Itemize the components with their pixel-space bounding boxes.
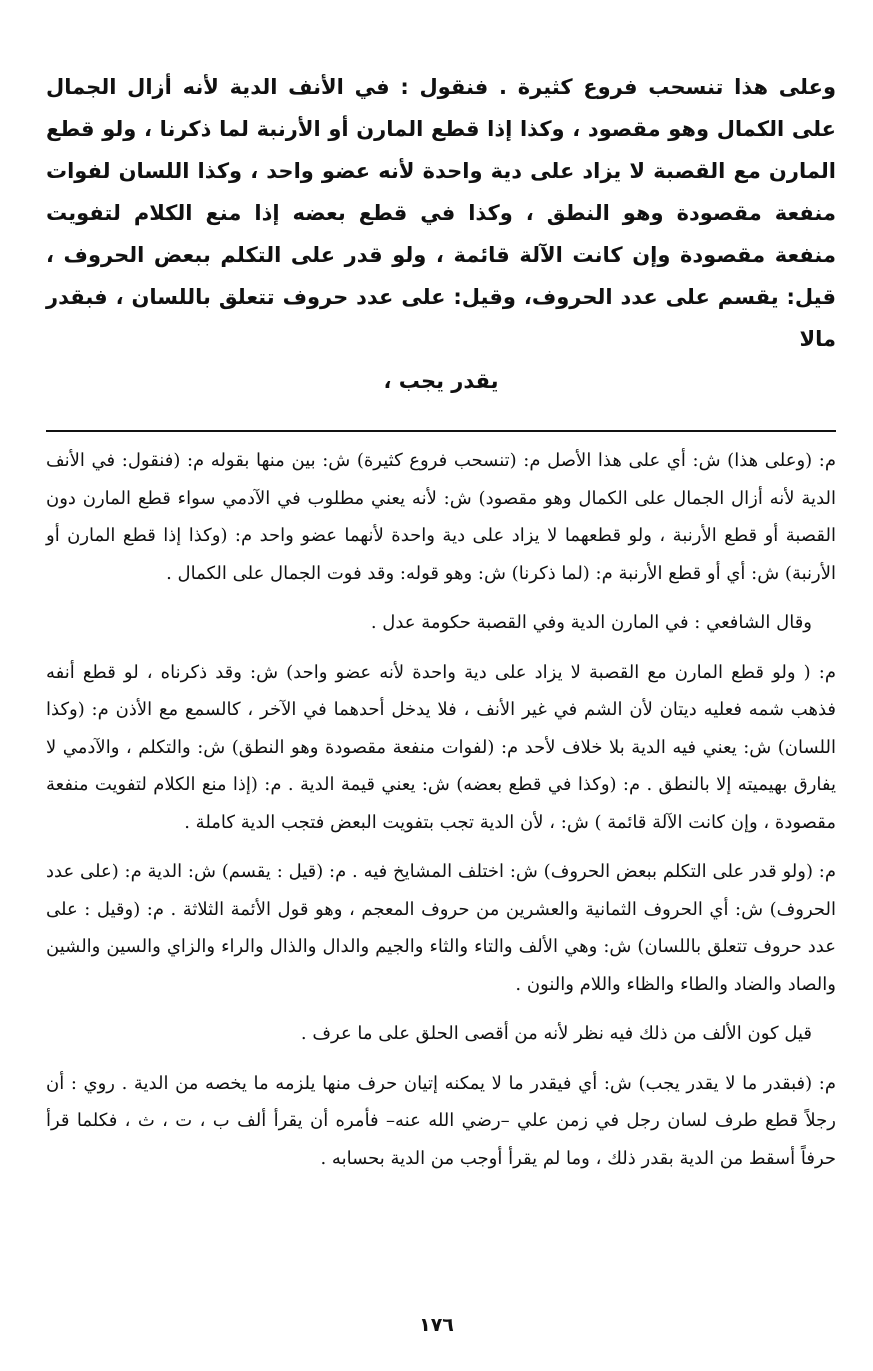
commentary-paragraph: م: (ولو قدر على التكلم ببعض الحروف) ش: اختلف المشايخ فيه . م: (قيل : يقسم) ش: الدية م: (على عدد الحروف) ش: أي الحروف الثمانية والعشرين من حروف المعجم ، وهو قول الأئمة الثلاثة . م: (وقيل : على عدد حروف تتعلق باللسان) ش: وهي الألف والتاء والثاء والجيم والدال والذال والراء والزاي والسين والشين والصاد والضاد والطاء والظاء واللام والنون . [46,861,837,995]
commentary-paragraph: م: (وعلى هذا) ش: أي على هذا الأصل م: (تنسحب فروع كثيرة) ش: بين منها بقوله م: (فنقول: في الأنف الدية لأنه أزال الجمال على الكمال وهو مقصود) ش: لأنه يعني مطلوب في الآدمي سواء قطع المارن دون القصبة أو قطع الأرنبة ، ولو قطعهما لا يزاد على دية واحدة لأنهما عضو واحد م: (وكذا إذا قطع المارن أو الأرنبة) ش: أي أو قطع الأرنبة م: (لما ذكرنا) ش: وهو قوله: وقد فوت الجمال على الكمال . [46,450,836,584]
commentary-paragraph: وقال الشافعي : في المارن الدية وفي القصبة حكومة عدل . [370,612,812,633]
main-text-body: وعلى هذا تنسحب فروع كثيرة . فنقول : في الأنف الدية لأنه أزال الجمال على الكمال وهو مقصود ، وكذا إذا قطع المارن أو الأرنبة لما ذكرنا ، ولو قطع المارن مع القصبة لا يزاد على دية واحدة لأنه عضو واحد ، وكذا اللسان لفوات منفعة مقصودة وهو النطق ، وكذا في قطع بعضه إذا منع الكلام لتفويت منفعة مقصودة وإن كانت الآلة قائمة ، ولو قدر على التكلم ببعض الحروف ، قيل: يقسم على عدد الحروف، وقيل: على عدد حروف تتعلق باللسان ، فبقدر مالا [46,75,836,351]
commentary [46,442,836,1177]
commentary-paragraph: قيل كون الألف من ذلك فيه نظر لأنه من أقصى الحلق على ما عرف . [300,1023,812,1044]
section-divider [46,430,836,432]
page-content [46,66,836,1189]
commentary-paragraph: م: ( ولو قطع المارن مع القصبة لا يزاد على دية واحدة لأنه عضو واحد) ش: وقد ذكرناه ، لو قطع أنفه فذهب شمه فعليه ديتان لأن الشم في غير الأنف ، فلا يدخل أحدهما في الآخر ، كالسمع مع الأذن م: (وكذا اللسان) ش: يعني فيه الدية بلا خلاف لأحد م: (لفوات منفعة مقصودة وهو النطق) ش: والتكلم ، والآدمي لا يفارق بهيميته إلا بالنطق . م: (وكذا في قطع بعضه) ش: يعني قيمة الدية . م: (إذا منع الكلام لتفويت منفعة مقصودة ، وإن كانت الآلة قائمة ) ش: ، لأن الدية تجب بتفويت البعض فتجب الدية كاملة . [46,661,836,833]
main-text-last-line: يقدر يجب ، [383,369,499,393]
main-text [46,66,836,402]
page-number: ١٧٦ [419,1314,454,1336]
commentary-paragraph: م: (فبقدر ما لا يقدر يجب) ش: أي فيقدر ما لا يمكنه إتيان حرف منها يلزمه ما يخصه من الدية . روي : أن رجلاً قطع طرف لسان رجل في زمن علي –رضي الله عنه– فأمره أن يقرأ ألف ب ، ت ، ث ، فكلما قرأ حرفاً أسقط من الدية بقدر ذلك ، وما لم يقرأ أوجب من الدية بحسابه . [46,1072,836,1169]
